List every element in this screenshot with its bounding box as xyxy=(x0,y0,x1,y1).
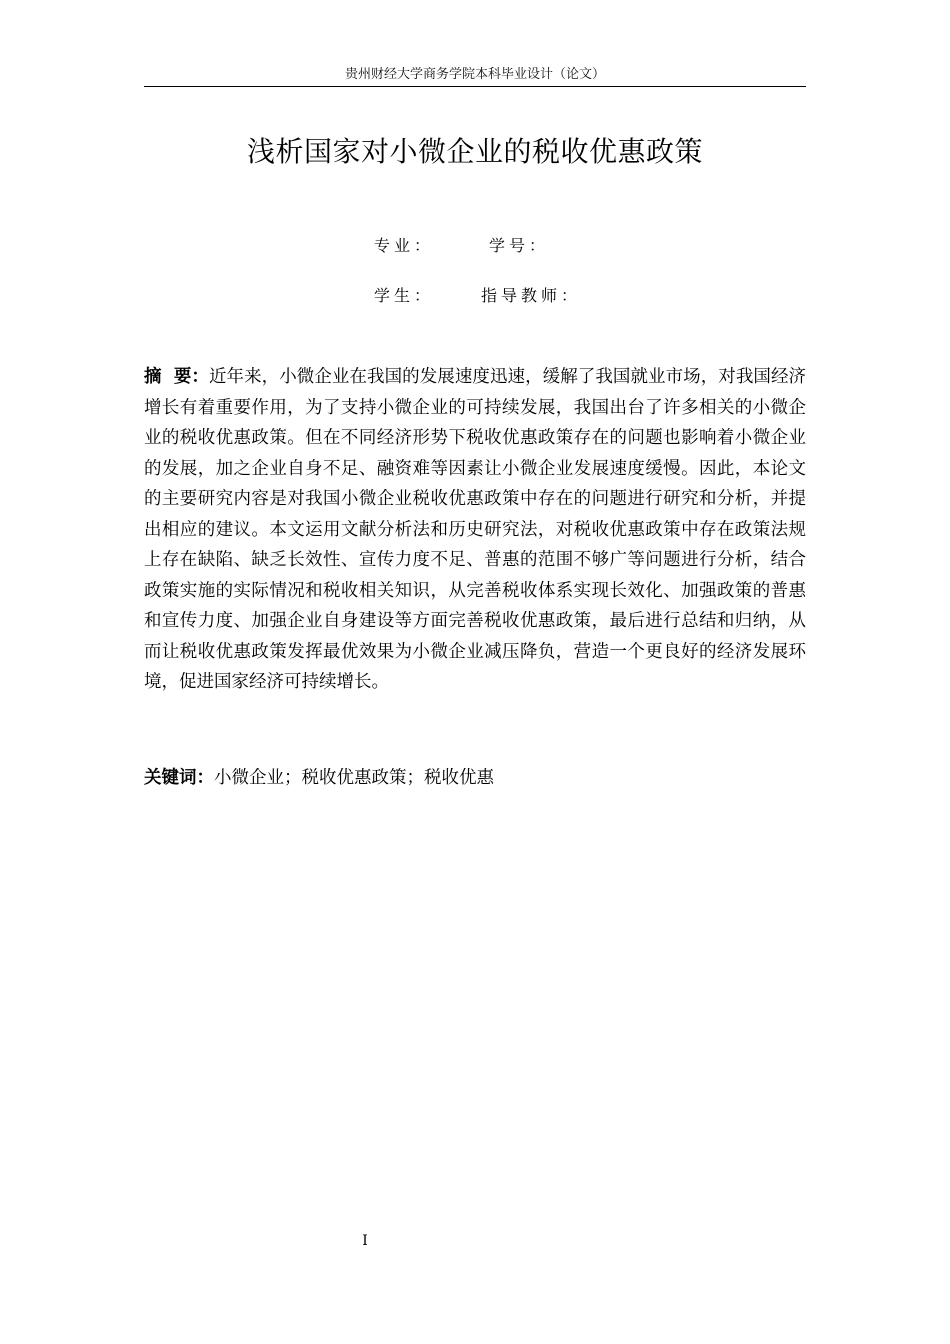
student-label: 学生： xyxy=(374,286,435,305)
keywords-label: 关键词： xyxy=(144,768,214,788)
student-id-label: 学号： xyxy=(489,236,550,255)
document-title: 浅析国家对小微企业的税收优惠政策 xyxy=(246,135,703,168)
abstract xyxy=(144,362,806,698)
page-number: I xyxy=(362,1233,368,1249)
keywords xyxy=(144,764,806,792)
advisor-label: 指导教师： xyxy=(481,286,582,305)
abstract-text: 近年来，小微企业在我国的发展速度迅速，缓解了我国就业市场，对我国经济增长有着重要作用，为了支持小微企业的可持续发展，我国出台了许多相关的小微企业的税收优惠政策。但在不同经济形势下税收优惠政策存在的问题也影响着小微企业的发展，加之企业自身不足、融资难等因素让小微企业发展速度缓慢。因此，本论文的主要研究内容是对我国小微企业税收优惠政策中存在的问题进行研究和分析，并提出相应的建议。本文运用文献分析法和历史研究法，对税收优惠政策中存在政策法规上存在缺陷、缺乏长效性、宣传力度不足、普惠的范围不够广等问题进行分析，结合政策实施的实际情况和税收相关知识，从完善税收体系实现长效化、加强政策的普惠和宣传力度、加强企业自身建设等方面完善税收优惠政策，最后进行总结和归纳，从而让税收优惠政策发挥最优效果为小微企业减压降负，营造一个更良好的经济发展环境，促进国家经济可持续增长。 xyxy=(144,367,807,692)
abstract-label: 摘 要： xyxy=(144,367,209,387)
keywords-text: 小微企业；税收优惠政策；税收优惠 xyxy=(214,768,494,788)
page-header: 贵州财经大学商务学院本科毕业设计（论文） xyxy=(344,67,605,82)
major-label: 专业： xyxy=(374,236,435,255)
header-rule xyxy=(144,86,806,87)
